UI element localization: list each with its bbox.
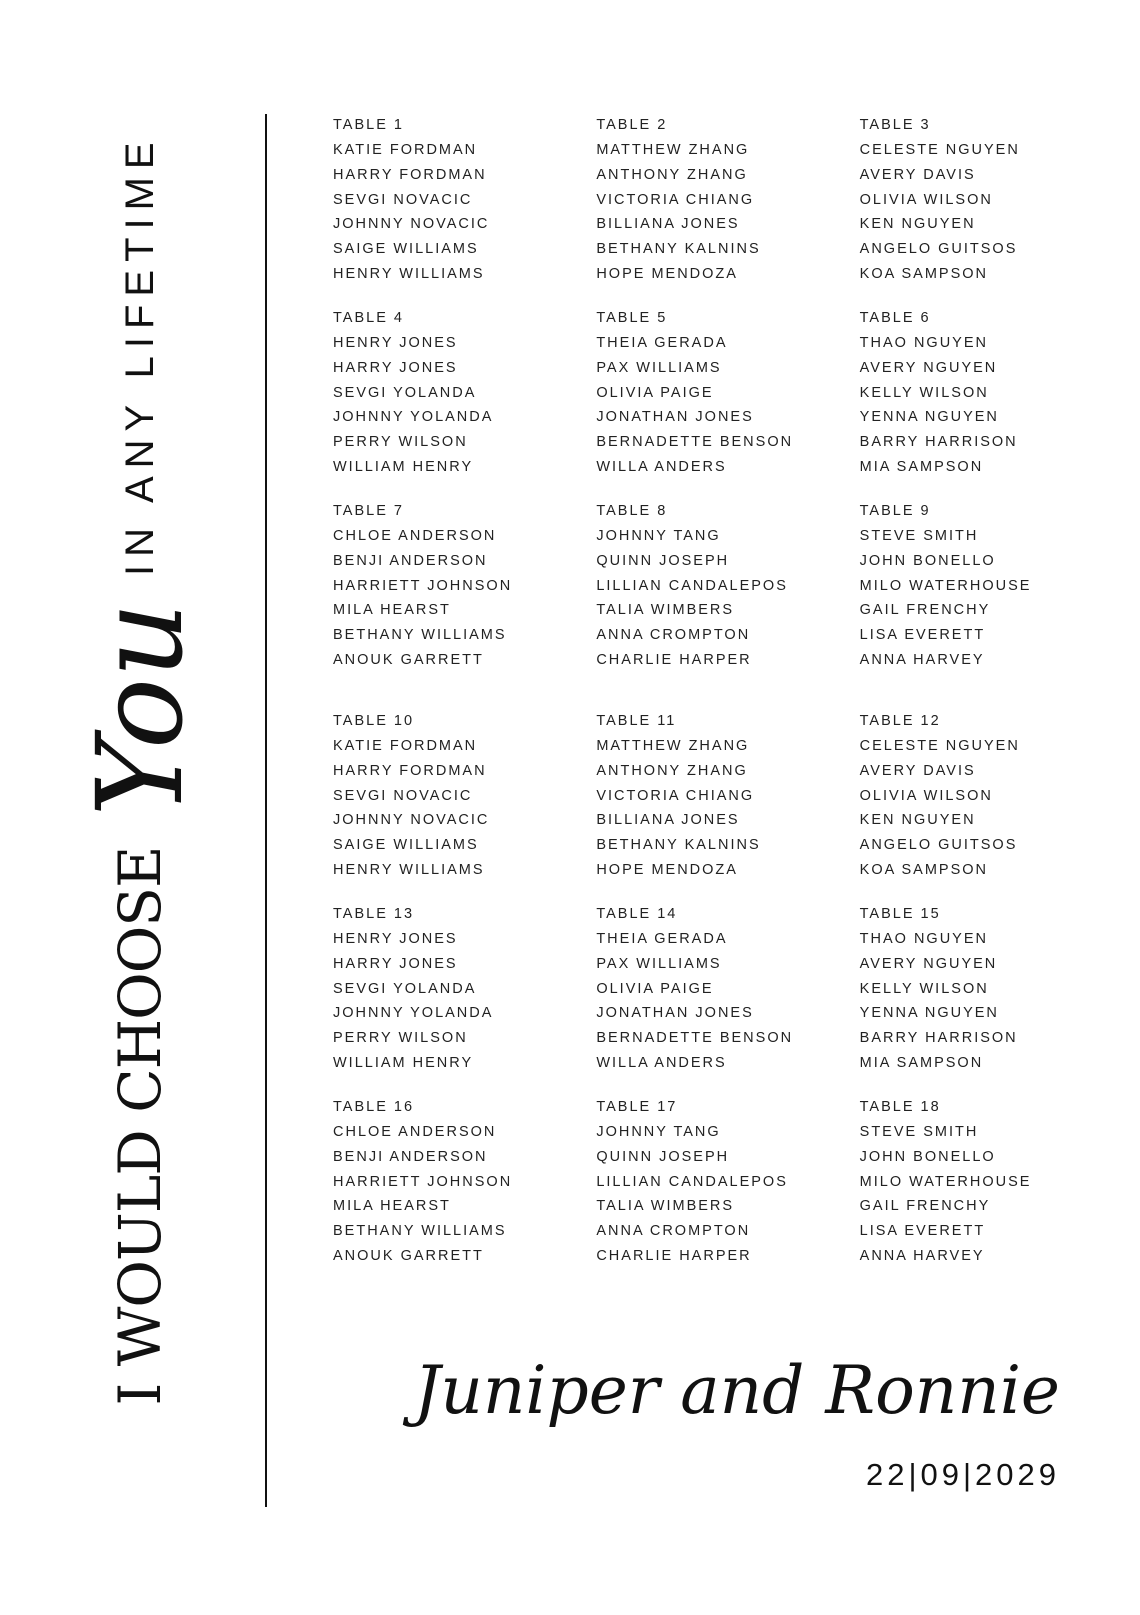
guest-name: JOHNNY YOLANDA (333, 409, 494, 426)
table-block-10 (333, 708, 596, 901)
table-title: TABLE 18 (859, 1099, 941, 1115)
heading-part-3: IN ANY LIFETIME (117, 134, 162, 576)
guest-name: BETHANY WILLIAMS (333, 627, 507, 644)
table-block-11 (596, 708, 859, 901)
guest-name: PERRY WILSON (333, 434, 468, 451)
guest-name: HOPE MENDOZA (596, 265, 738, 282)
guest-name: PERRY WILSON (333, 1030, 468, 1047)
table-title: TABLE 5 (596, 310, 668, 326)
guest-name: WILLA ANDERS (596, 458, 727, 475)
table-block-8 (596, 498, 859, 708)
guest-name: LILLIAN CANDALEPOS (596, 577, 788, 594)
guest-name: GAIL FRENCHY (859, 1198, 991, 1215)
guest-name: HENRY JONES (333, 335, 458, 351)
guest-name: KOA SAMPSON (859, 265, 989, 282)
guest-name: BETHANY WILLIAMS (333, 1223, 507, 1240)
guest-name: ANGELO GUITSOS (859, 837, 1018, 854)
table-title: TABLE 3 (859, 117, 931, 133)
table-row (333, 901, 1123, 1094)
guest-name: WILLA ANDERS (596, 1054, 727, 1071)
table-title: TABLE 1 (333, 117, 404, 133)
seating-grid (333, 112, 1123, 1287)
guest-name: SEVGI NOVACIC (333, 191, 473, 208)
guest-name: MATTHEW ZHANG (596, 738, 750, 754)
guest-name: ANNA CROMPTON (596, 627, 751, 644)
guest-name: BARRY HARRISON (859, 434, 1018, 451)
guest-name: ANOUK GARRETT (333, 651, 484, 668)
table-title: TABLE 8 (596, 503, 668, 519)
guest-name: QUINN JOSEPH (596, 1148, 730, 1165)
guest-name: SEVGI NOVACIC (333, 787, 473, 804)
guest-name: KATIE FORDMAN (333, 738, 478, 754)
guest-name: JOHNNY NOVACIC (333, 812, 490, 829)
table-block-12 (860, 708, 1123, 901)
guest-name: VICTORIA CHIANG (596, 191, 755, 208)
guest-name: KOA SAMPSON (859, 861, 989, 878)
table-block-2 (596, 112, 859, 305)
guest-name: MILO WATERHOUSE (859, 1173, 1032, 1190)
guest-name: WILLIAM HENRY (333, 458, 474, 475)
guest-name: PAX WILLIAMS (596, 359, 722, 376)
guest-name: HOPE MENDOZA (596, 861, 738, 878)
table-block-13 (333, 901, 596, 1094)
guest-name: ANOUK GARRETT (333, 1247, 484, 1264)
guest-name: CHARLIE HARPER (596, 651, 752, 668)
guest-name: SEVGI YOLANDA (333, 980, 477, 997)
guest-name: ANNA HARVEY (859, 651, 985, 668)
table-block-17 (596, 1094, 859, 1287)
table-title: TABLE 15 (859, 906, 941, 922)
heading-part-1: I WOULD CHOOSE (106, 846, 174, 1406)
guest-name: THAO NGUYEN (859, 335, 988, 351)
guest-name: STEVE SMITH (859, 1124, 979, 1140)
guest-name: JOHNNY NOVACIC (333, 216, 490, 233)
guest-name: JONATHAN JONES (596, 409, 754, 426)
guest-name: ANNA HARVEY (859, 1247, 985, 1264)
guest-name: OLIVIA PAIGE (596, 384, 714, 401)
guest-name: JOHN BONELLO (859, 1148, 996, 1165)
table-title: TABLE 2 (596, 117, 668, 133)
guest-name: KATIE FORDMAN (333, 142, 478, 158)
guest-name: HENRY WILLIAMS (333, 861, 485, 878)
table-title: TABLE 10 (333, 713, 415, 729)
guest-name: HENRY WILLIAMS (333, 265, 485, 282)
guest-name: WILLIAM HENRY (333, 1054, 474, 1071)
table-title: TABLE 13 (333, 906, 415, 922)
guest-name: OLIVIA PAIGE (596, 980, 714, 997)
guest-name: JOHNNY TANG (596, 528, 721, 544)
table-title: TABLE 9 (859, 503, 931, 519)
guest-name: KELLY WILSON (859, 384, 989, 401)
table-block-6 (860, 305, 1123, 498)
guest-name: SAIGE WILLIAMS (333, 241, 479, 258)
guest-name: AVERY NGUYEN (859, 955, 998, 972)
guest-name: ANTHONY ZHANG (596, 166, 748, 183)
guest-name: JOHNNY YOLANDA (333, 1005, 494, 1022)
guest-name: HARRY FORDMAN (333, 762, 487, 779)
guest-name: KELLY WILSON (859, 980, 989, 997)
guest-name: LILLIAN CANDALEPOS (596, 1173, 788, 1190)
table-block-3 (860, 112, 1123, 305)
guest-name: BETHANY KALNINS (596, 241, 761, 258)
guest-name: BENJI ANDERSON (333, 552, 488, 569)
guest-name: BERNADETTE BENSON (596, 434, 794, 451)
guest-name: ANNA CROMPTON (596, 1223, 751, 1240)
guest-name: HARRY JONES (333, 359, 458, 376)
guest-name: MILA HEARST (333, 602, 451, 619)
guest-name: ANGELO GUITSOS (859, 241, 1018, 258)
guest-name: GAIL FRENCHY (859, 602, 991, 619)
vertical-divider (265, 114, 267, 1507)
wedding-date: 22|09|2029 (865, 1457, 1060, 1492)
guest-name: TALIA WIMBERS (596, 602, 735, 619)
guest-name: BENJI ANDERSON (333, 1148, 488, 1165)
table-row (333, 1094, 1123, 1287)
guest-name: BILLIANA JONES (596, 216, 740, 233)
guest-name: MIA SAMPSON (859, 1054, 984, 1071)
table-block-7 (333, 498, 596, 708)
guest-name: BILLIANA JONES (596, 812, 740, 829)
guest-name: ANTHONY ZHANG (596, 762, 748, 779)
guest-name: BETHANY KALNINS (596, 837, 761, 854)
table-block-9 (860, 498, 1123, 708)
guest-name: AVERY DAVIS (859, 166, 976, 183)
table-block-4 (333, 305, 596, 498)
table-title: TABLE 11 (596, 713, 677, 729)
table-title: TABLE 17 (596, 1099, 678, 1115)
table-block-16 (333, 1094, 596, 1287)
couple-names: Juniper and Ronnie (413, 1352, 1060, 1429)
guest-name: JONATHAN JONES (596, 1005, 754, 1022)
guest-name: SEVGI YOLANDA (333, 384, 477, 401)
guest-name: THEIA GERADA (596, 335, 728, 351)
guest-name: YENNA NGUYEN (859, 1005, 999, 1022)
table-block-14 (596, 901, 859, 1094)
guest-name: CELESTE NGUYEN (859, 142, 1020, 158)
guest-name: MILA HEARST (333, 1198, 451, 1215)
guest-name: KEN NGUYEN (859, 812, 976, 829)
guest-name: STEVE SMITH (859, 528, 979, 544)
guest-name: SAIGE WILLIAMS (333, 837, 479, 854)
guest-name: THEIA GERADA (596, 931, 728, 947)
table-block-15 (860, 901, 1123, 1094)
guest-name: LISA EVERETT (859, 1223, 986, 1240)
guest-name: CHLOE ANDERSON (333, 528, 497, 544)
table-block-1 (333, 112, 596, 305)
guest-name: JOHN BONELLO (859, 552, 996, 569)
table-row (333, 112, 1123, 305)
table-row (333, 708, 1123, 901)
guest-name: KEN NGUYEN (859, 216, 976, 233)
table-title: TABLE 7 (333, 503, 404, 519)
vertical-heading (71, 134, 209, 1406)
guest-name: HENRY JONES (333, 931, 458, 947)
guest-name: OLIVIA WILSON (859, 787, 993, 804)
guest-name: YENNA NGUYEN (859, 409, 999, 426)
guest-name: TALIA WIMBERS (596, 1198, 735, 1215)
guest-name: VICTORIA CHIANG (596, 787, 755, 804)
table-title: TABLE 12 (859, 713, 941, 729)
table-title: TABLE 14 (596, 906, 678, 922)
guest-name: CHLOE ANDERSON (333, 1124, 497, 1140)
table-block-18 (860, 1094, 1123, 1287)
guest-name: MATTHEW ZHANG (596, 142, 750, 158)
guest-name: AVERY DAVIS (859, 762, 976, 779)
guest-name: HARRY JONES (333, 955, 458, 972)
table-row (333, 305, 1123, 498)
table-block-5 (596, 305, 859, 498)
guest-name: BARRY HARRISON (859, 1030, 1018, 1047)
guest-name: QUINN JOSEPH (596, 552, 730, 569)
guest-name: JOHNNY TANG (596, 1124, 721, 1140)
table-title: TABLE 16 (333, 1099, 415, 1115)
guest-name: HARRIETT JOHNSON (333, 577, 513, 594)
guest-name: THAO NGUYEN (859, 931, 988, 947)
guest-name: BERNADETTE BENSON (596, 1030, 794, 1047)
guest-name: PAX WILLIAMS (596, 955, 722, 972)
guest-name: HARRIETT JOHNSON (333, 1173, 513, 1190)
guest-name: MILO WATERHOUSE (859, 577, 1032, 594)
table-title: TABLE 6 (859, 310, 931, 326)
guest-name: AVERY NGUYEN (859, 359, 998, 376)
table-row (333, 498, 1123, 708)
guest-name: LISA EVERETT (859, 627, 986, 644)
guest-name: OLIVIA WILSON (859, 191, 993, 208)
guest-name: MIA SAMPSON (859, 458, 984, 475)
guest-name: HARRY FORDMAN (333, 166, 487, 183)
heading-part-2-script: You (71, 601, 209, 817)
guest-name: CHARLIE HARPER (596, 1247, 752, 1264)
guest-name: CELESTE NGUYEN (859, 738, 1020, 754)
table-title: TABLE 4 (333, 310, 404, 326)
